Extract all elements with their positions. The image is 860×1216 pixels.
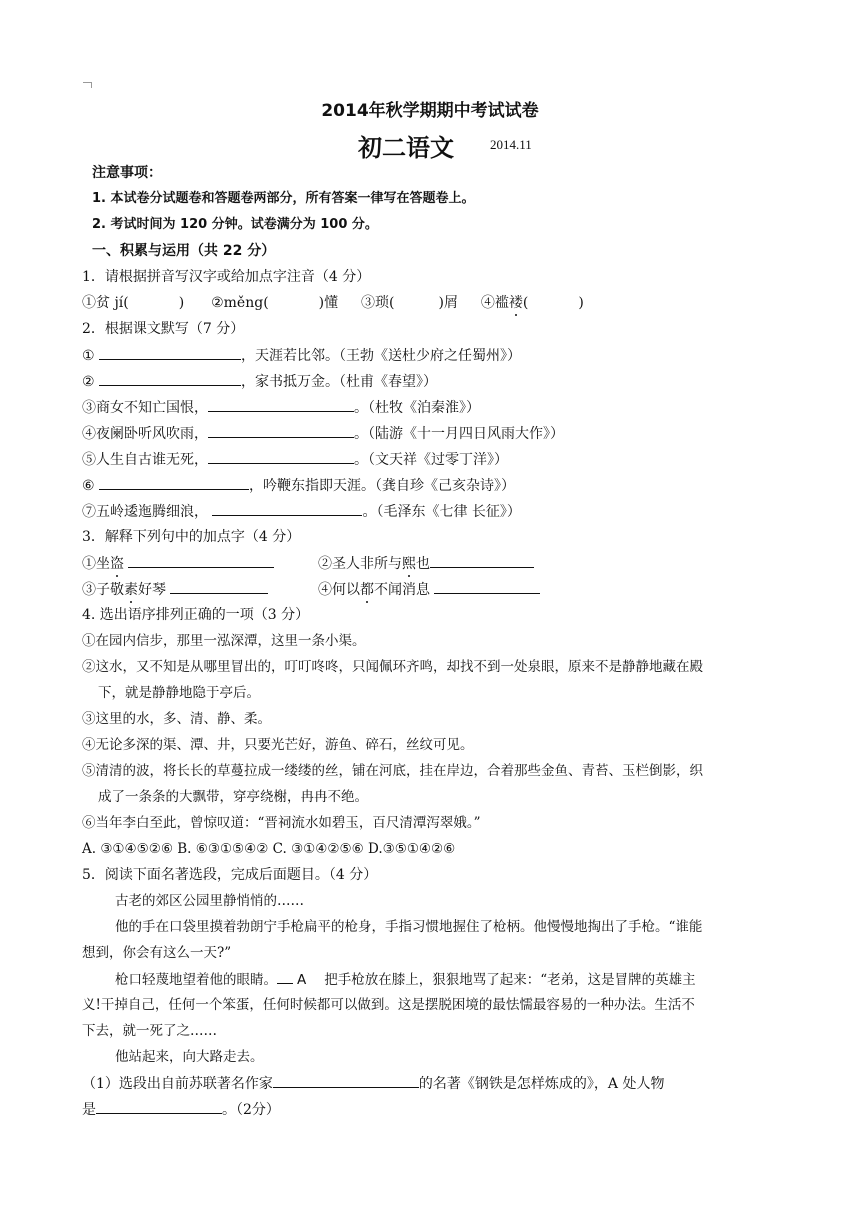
notes-heading: 注意事项：	[92, 165, 162, 181]
q4-sentence-3: ③这里的水，多、清、静、柔。	[82, 711, 271, 727]
q2-line-5: ⑤人生自古谁无死， 。（文天祥《过零丁洋》）	[82, 449, 508, 470]
answer-blank[interactable]	[96, 1099, 222, 1114]
note-1: 1. 本试卷分试题卷和答题卷两部分，所有答案一律写在答题卷上。	[92, 191, 475, 206]
q1-item-4: ④褴	[480, 295, 509, 311]
q4-sentence-1: ①在园内信步，那里一泓深潭，这里一条小渠。	[82, 633, 366, 649]
answer-blank[interactable]	[208, 423, 354, 438]
q4-sentence-6: ⑥当年李白至此，曾惊叹道：“晋祠流水如碧玉，百尺清潭泻翠娥。”	[82, 815, 481, 831]
q1-item-1: ①贫 jí(	[82, 295, 129, 311]
q1-item-2: ②měng(	[211, 295, 269, 311]
q1-item-3: ③琐	[361, 295, 390, 311]
q4-stem: 4. 选出语序排列正确的一项（3 分）	[82, 607, 310, 623]
q4-options: A. ③①④⑤②⑥ B. ⑥③①⑤④② C. ③①④②⑤⑥ D.③⑤①④②⑥	[82, 841, 456, 857]
corner-mark	[83, 82, 92, 88]
q2-line-2: ② ，家书抵万金。（杜甫《春望》）	[82, 371, 437, 392]
q5-passage-3c: 下去，就一死了之……	[82, 1023, 217, 1039]
q3-row-2: ③子敬素好琴	[82, 579, 268, 600]
q4-sentence-5b: 成了一条条的大飘带，穿亭绕榭，冉冉不绝。	[98, 789, 368, 805]
q2-line-4: ④夜阑卧听风吹雨， 。（陆游《十一月四日风雨大作》）	[82, 423, 564, 444]
exam-title: 2014年秋学期期中考试试卷	[321, 101, 539, 121]
q3-item-4: ④何以都不闻消息	[318, 579, 540, 600]
q5-passage-3b: 义!干掉自己，任何一个笨蛋，任何时候都可以做到。这是摆脱困境的最怯懦最容易的一种办法。生活不	[82, 997, 695, 1013]
q4-sentence-2a: ②这水，又不知是从哪里冒出的，叮叮咚咚，只闻佩环齐鸣，却找不到一处泉眼，原来不是静静地藏在殿	[82, 659, 703, 675]
q1-items: ①贫 jí( ) ②měng( )懂 ③琐( )屑 ④褴褛( )	[82, 295, 584, 311]
answer-blank[interactable]	[208, 449, 354, 464]
answer-blank[interactable]	[208, 397, 354, 412]
answer-blank[interactable]	[434, 579, 540, 594]
q2-stem: 2．根据课文默写（7 分）	[82, 321, 245, 337]
q5-passage-4: 他站起来，向大路走去。	[115, 1049, 264, 1065]
answer-blank[interactable]	[99, 345, 241, 360]
blank-marker-a: A	[297, 972, 307, 988]
q5-passage-3a: 枪口轻蔑地望着他的眼睛。 A 把手枪放在膝上，狠狠地骂了起来：“老弟，这是冒牌的英雄主	[115, 969, 696, 990]
q3-row-1: ①坐盗	[82, 553, 274, 574]
q2-line-6: ⑥ ，吟鞭东指即天涯。（龚自珍《己亥杂诗》）	[82, 475, 515, 496]
answer-blank[interactable]	[170, 579, 268, 594]
subject-title: 初二语文	[358, 134, 454, 162]
note-2: 2. 考试时间为 120 分钟。试卷满分为 100 分。	[92, 217, 378, 232]
answer-blank[interactable]	[212, 501, 362, 516]
q5-passage-2a: 他的手在口袋里摸着勃朗宁手枪扁平的枪身，手指习惯地握住了枪柄。他慢慢地掏出了手枪。“谁能	[115, 919, 703, 935]
q2-line-7: ⑦五岭逶迤腾细浪， 。（毛泽东《七律 长征》）	[82, 501, 521, 522]
q5-question-1b: 是 。（2分）	[82, 1099, 280, 1120]
answer-blank[interactable]	[128, 553, 274, 568]
q5-stem: 5．阅读下面名著选段，完成后面题目。（4 分）	[82, 867, 378, 883]
exam-date: 2014.11	[490, 137, 532, 152]
q1-stem: 1．请根据拼音写汉字或给加点字注音（4 分）	[82, 269, 371, 285]
q5-passage-2b: 想到，你会有这么一天?”	[82, 945, 232, 961]
answer-blank[interactable]	[99, 475, 249, 490]
q5-question-1a: （1）选段出自前苏联著名作家 的名著《钢铁是怎样炼成的》，A 处人物	[82, 1073, 664, 1094]
answer-blank[interactable]	[273, 1073, 419, 1088]
section-1-heading: 一、积累与运用（共 22 分）	[92, 243, 276, 259]
q3-item-2: ②圣人非所与熙也	[318, 553, 534, 574]
q2-line-1: ① ，天涯若比邻。（王勃《送杜少府之任蜀州》）	[82, 345, 521, 366]
q3-stem: 3．解释下列句中的加点字（4 分）	[82, 529, 301, 545]
answer-blank[interactable]	[99, 371, 241, 386]
q5-passage-1: 古老的郊区公园里静悄悄的……	[115, 893, 304, 909]
q4-sentence-2b: 下，就是静静地隐于亭后。	[98, 685, 260, 701]
q2-line-3: ③商女不知亡国恨， 。（杜牧《泊秦淮》）	[82, 397, 480, 418]
q4-sentence-5a: ⑤清清的波，将长长的草蔓拉成一缕缕的丝，铺在河底，挂在岸边，合着那些金鱼、青苔、玉栏倒影，织	[82, 763, 703, 779]
q4-sentence-4: ④无论多深的渠、潭、井，只要光芒好，游鱼、碎石，丝纹可见。	[82, 737, 474, 753]
answer-blank[interactable]	[430, 553, 534, 568]
